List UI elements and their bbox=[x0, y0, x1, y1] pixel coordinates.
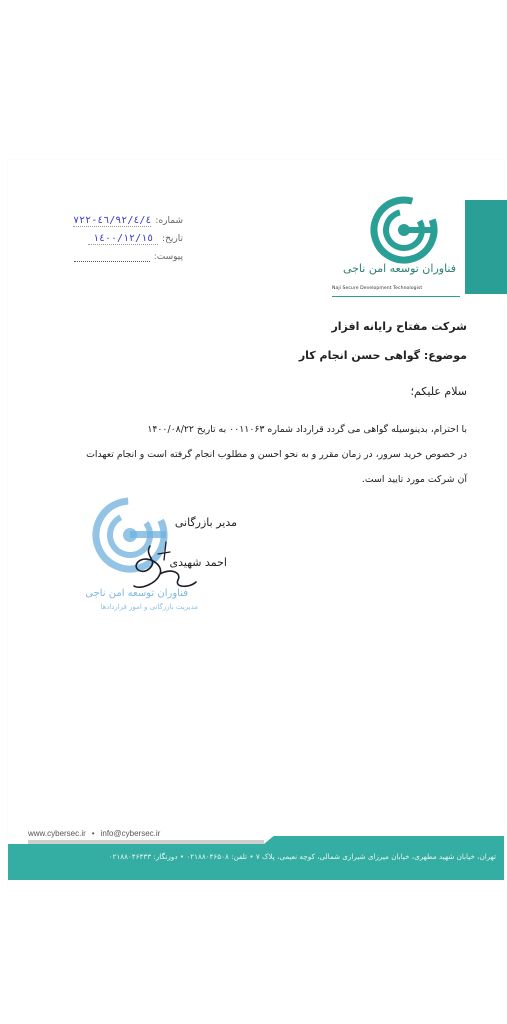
stamp-line-1: فناوران توسعه امن ناجی bbox=[85, 588, 188, 599]
recipient-company: شرکت مفتاح رایانه افزار bbox=[331, 320, 467, 333]
body-line-1: با احترام، بدینوسیله گواهی می گردد قرارداد شماره ۰۰۱۱۰۶۳ به تاریخ ۱۴۰۰/۰۸/۲۲ bbox=[147, 424, 467, 435]
attachment-label: پیوست: bbox=[153, 252, 183, 262]
footer-address: تهران، خیابان شهید مطهری، خیابان میرزای شیرازی شمالی، کوچه نعیمی، پلاک ۷ • تلفن: ۰۲۱۸۸۰۴۶۵۰۸ • دورنگار: ۰۲۱۸۸۰۴۶۴۳۳ bbox=[108, 852, 496, 861]
greeting: سلام علیکم؛ bbox=[410, 385, 467, 398]
body-line-3: آن شرکت مورد تایید است. bbox=[361, 474, 467, 485]
footer-contact bbox=[28, 829, 160, 838]
meta-number-row bbox=[48, 212, 183, 230]
letter-meta bbox=[48, 212, 183, 266]
letter-body bbox=[37, 417, 467, 492]
body-line-2: در خصوص خرید سرور، در زمان مقرر و به نحو احسن و مطلوب انجام گرفته است و انجام تعهدات bbox=[86, 449, 467, 460]
company-logo-icon bbox=[370, 196, 442, 268]
header-teal-strip bbox=[465, 200, 507, 294]
logo-underline bbox=[332, 296, 460, 297]
signatory-name: احمد شهیدی bbox=[169, 556, 227, 569]
stamp-line-2: مدیریت بازرگانی و امور قراردادها bbox=[100, 603, 198, 611]
attachment-dots bbox=[74, 253, 150, 262]
footer-teal-bar bbox=[8, 844, 504, 880]
footer-separator: • bbox=[91, 829, 95, 838]
letter-subject: موضوع: گواهی حسن انجام کار bbox=[298, 349, 467, 362]
meta-attachment-row bbox=[48, 248, 183, 266]
footer-teal-accent bbox=[264, 836, 504, 844]
logo-subtitle: Naji Secure Development Technologist bbox=[332, 286, 423, 291]
date-label: تاریخ: bbox=[162, 234, 183, 244]
meta-date-row bbox=[48, 230, 183, 248]
signatory-title: مدیر بازرگانی bbox=[174, 516, 237, 529]
handwritten-signature-icon bbox=[120, 538, 210, 598]
footer-email: info@cybersec.ir bbox=[100, 829, 161, 838]
number-value: ٤٦/٩٢/٤/٤-٧٢٢ bbox=[73, 215, 152, 226]
date-value: ١٤٠٠/١٢/١٥ bbox=[88, 233, 158, 245]
number-label: شماره: bbox=[155, 216, 183, 226]
footer-website: www.cybersec.ir bbox=[28, 829, 86, 838]
logo-title: فناوران توسعه امن ناجی bbox=[342, 262, 456, 275]
